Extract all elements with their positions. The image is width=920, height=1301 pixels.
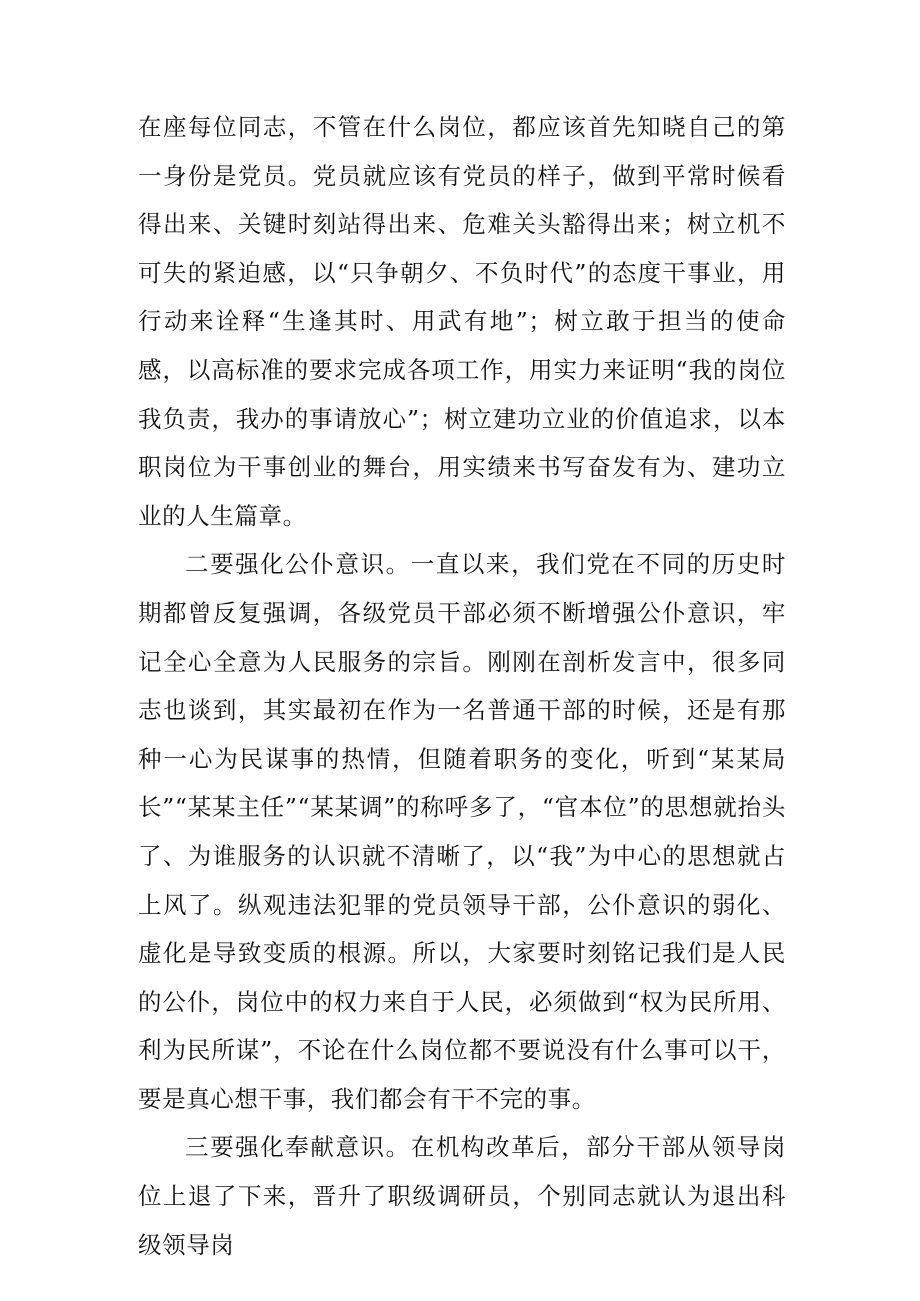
paragraph-public-servant-awareness: 二要强化公仆意识。一直以来，我们党在不同的历史时期都曾反复强调，各级党员干部必须不断增强公仆意识，牢记全心全意为人民服务的宗旨。刚刚在剖析发言中，很多同志也谈到，其实最初在作为一名普通干部的时候，还是有那种一心为民谋事的热情，但随着职务的变化，听到“某某局长”“某某主任”“某某调”的称呼多了，“官本位”的思想就抬头了、为谁服务的认识就不清晰了，以“我”为中心的思想就占上风了。纵观违法犯罪的党员领导干部，公仆意识的弱化、虚化是导致变质的根源。所以，大家要时刻铭记我们是人民的公仆，岗位中的权力来自于人民，必须做到“权为民所用、利为民所谋”，不论在什么岗位都不要说没有什么事可以干，要是真心想干事，我们都会有干不完的事。 bbox=[138, 550, 786, 1113]
paragraph-dedication-awareness: 三要强化奉献意识。在机构改革后，部分干部从领导岗位上退了下来，晋升了职级调研员，个别同志就认为退出科级领导岗 bbox=[138, 1133, 786, 1259]
document-body bbox=[138, 103, 786, 1269]
paragraph-party-identity: 在座每位同志，不管在什么岗位，都应该首先知晓自己的第一身份是党员。党员就应该有党员的样子，做到平常时候看得出来、关键时刻站得出来、危难关头豁得出来；树立机不可失的紧迫感，以“只争朝夕、不负时代”的态度干事业，用行动来诠释“生逢其时、用武有地”；树立敢于担当的使命感，以高标准的要求完成各项工作，用实力来证明“我的岗位我负责，我办的事请放心”；树立建功立业的价值追求，以本职岗位为干事创业的舞台，用实绩来书写奋发有为、建功立业的人生篇章。 bbox=[138, 113, 786, 530]
